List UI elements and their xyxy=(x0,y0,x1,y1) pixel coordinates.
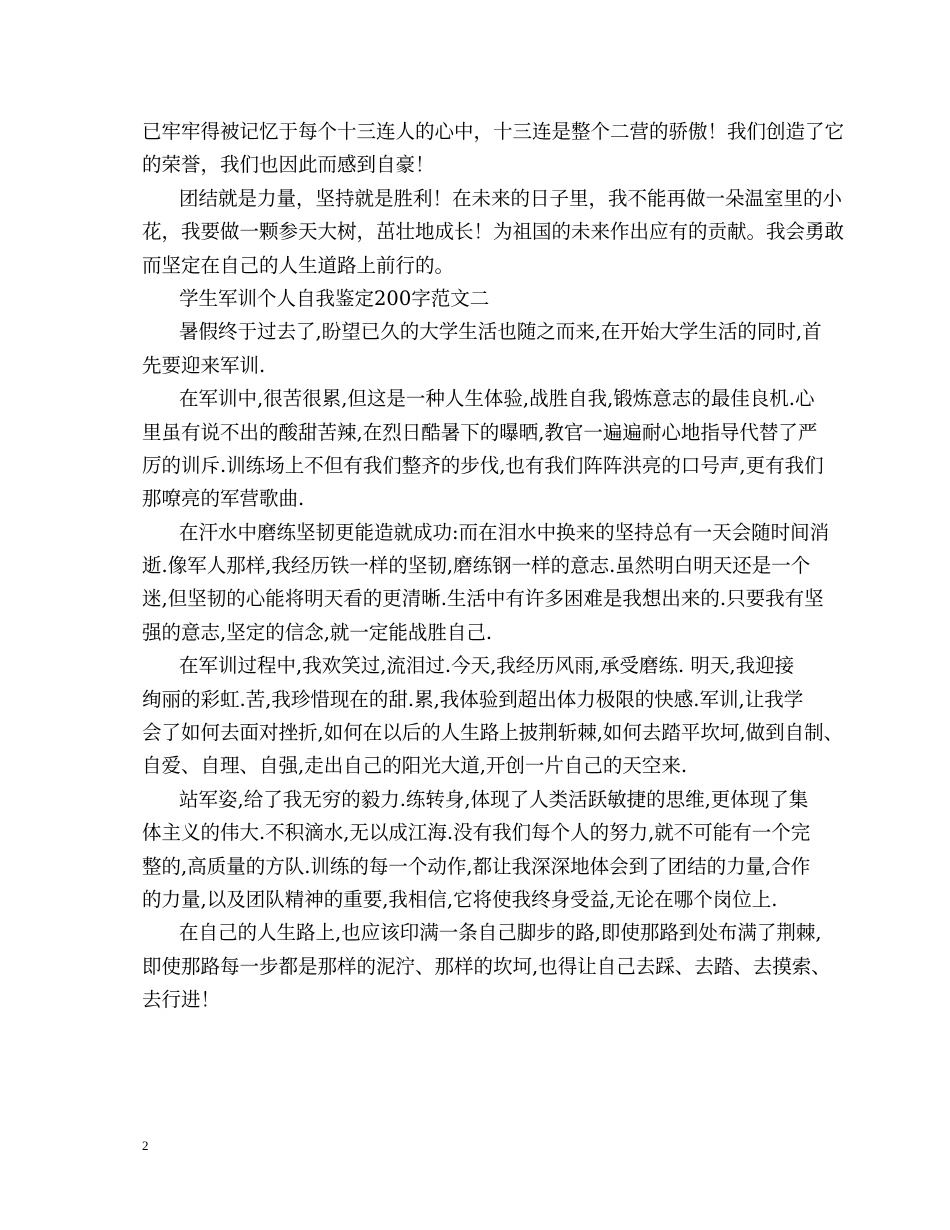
text-line: 的荣誉，我们也因此而感到自豪！ xyxy=(142,153,435,177)
text-line: 在自己的人生路上,也应该印满一条自己脚步的路,即使那路到处布满了荆棘, xyxy=(179,921,822,945)
text-line: 的力量,以及团队精神的重要,我相信,它将使我终身受益,无论在哪个岗位上. xyxy=(142,887,778,911)
text-line: 而坚定在自己的人生道路上前行的。 xyxy=(142,253,455,277)
text-line: 会了如何去面对挫折,如何在以后的人生路上披荆斩棘,如何去踏平坎坷,做到自制、 xyxy=(142,721,844,745)
text-line: 花，我要做一颗参天大树，茁壮地成长！为祖国的未来作出应有的贡献。我会勇敢 xyxy=(142,220,845,244)
text-line: 站军姿,给了我无穷的毅力.练转身,体现了人类活跃敏捷的思维,更体现了集 xyxy=(179,787,809,811)
text-line: 学生军训个人自我鉴定200字范文二 xyxy=(179,286,490,310)
text-line: 那嘹亮的军营歌曲. xyxy=(142,487,305,511)
text-line: 先要迎来军训. xyxy=(142,353,266,377)
text-line: 体主义的伟大.不积滴水,无以成江海.没有我们每个人的努力,就不可能有一个完 xyxy=(142,821,811,845)
text-line: 团结就是力量，坚持就是胜利！在未来的日子里，我不能再做一朵温室里的小 xyxy=(179,186,843,210)
text-line: 整的,高质量的方队.训练的每一个动作,都让我深深地体会到了团结的力量,合作 xyxy=(142,854,811,878)
text-line: 自爱、自理、自强,走出自己的阳光大道,开创一片自己的天空来. xyxy=(142,754,688,778)
page-number: 2 xyxy=(142,1138,149,1153)
text-line: 即使那路每一步都是那样的泥泞、那样的坎坷,也得让自己去踩、去踏、去摸索、 xyxy=(142,954,831,978)
text-line: 暑假终于过去了,盼望已久的大学生活也随之而来,在开始大学生活的同时,首 xyxy=(179,320,822,344)
text-line: 逝.像军人那样,我经历铁一样的坚韧,磨练钢一样的意志.虽然明白明天还是一个 xyxy=(142,554,811,578)
text-line: 在军训过程中,我欢笑过,流泪过.今天,我经历风雨,承受磨练. 明天,我迎接 xyxy=(179,654,795,678)
text-line: 迷,但坚韧的心能将明天看的更清晰.生活中有许多困难是我想出来的.只要我有坚 xyxy=(142,587,824,611)
text-line: 去行进！ xyxy=(142,988,221,1012)
text-line: 在汗水中磨练坚韧更能造就成功:而在泪水中换来的坚持总有一天会随时间消 xyxy=(179,520,830,544)
text-line: 绚丽的彩虹.苦,我珍惜现在的甜.累,我体验到超出体力极限的快感.军训,让我学 xyxy=(142,687,804,711)
text-line: 厉的训斥.训练场上不但有我们整齐的步伐,也有我们阵阵洪亮的口号声,更有我们 xyxy=(142,453,824,477)
text-line: 在军训中,很苦很累,但这是一种人生体验,战胜自我,锻炼意志的最佳良机.心 xyxy=(179,387,815,411)
text-line: 强的意志,坚定的信念,就一定能战胜自己. xyxy=(142,620,493,644)
document-body xyxy=(142,115,845,1017)
text-line: 已牢牢得被记忆于每个十三连人的心中，十三连是整个二营的骄傲！我们创造了它 xyxy=(142,120,845,143)
text-line: 里虽有说不出的酸甜苦辣,在烈日酷暑下的曝晒,教官一遍遍耐心地指导代替了严 xyxy=(142,420,818,444)
